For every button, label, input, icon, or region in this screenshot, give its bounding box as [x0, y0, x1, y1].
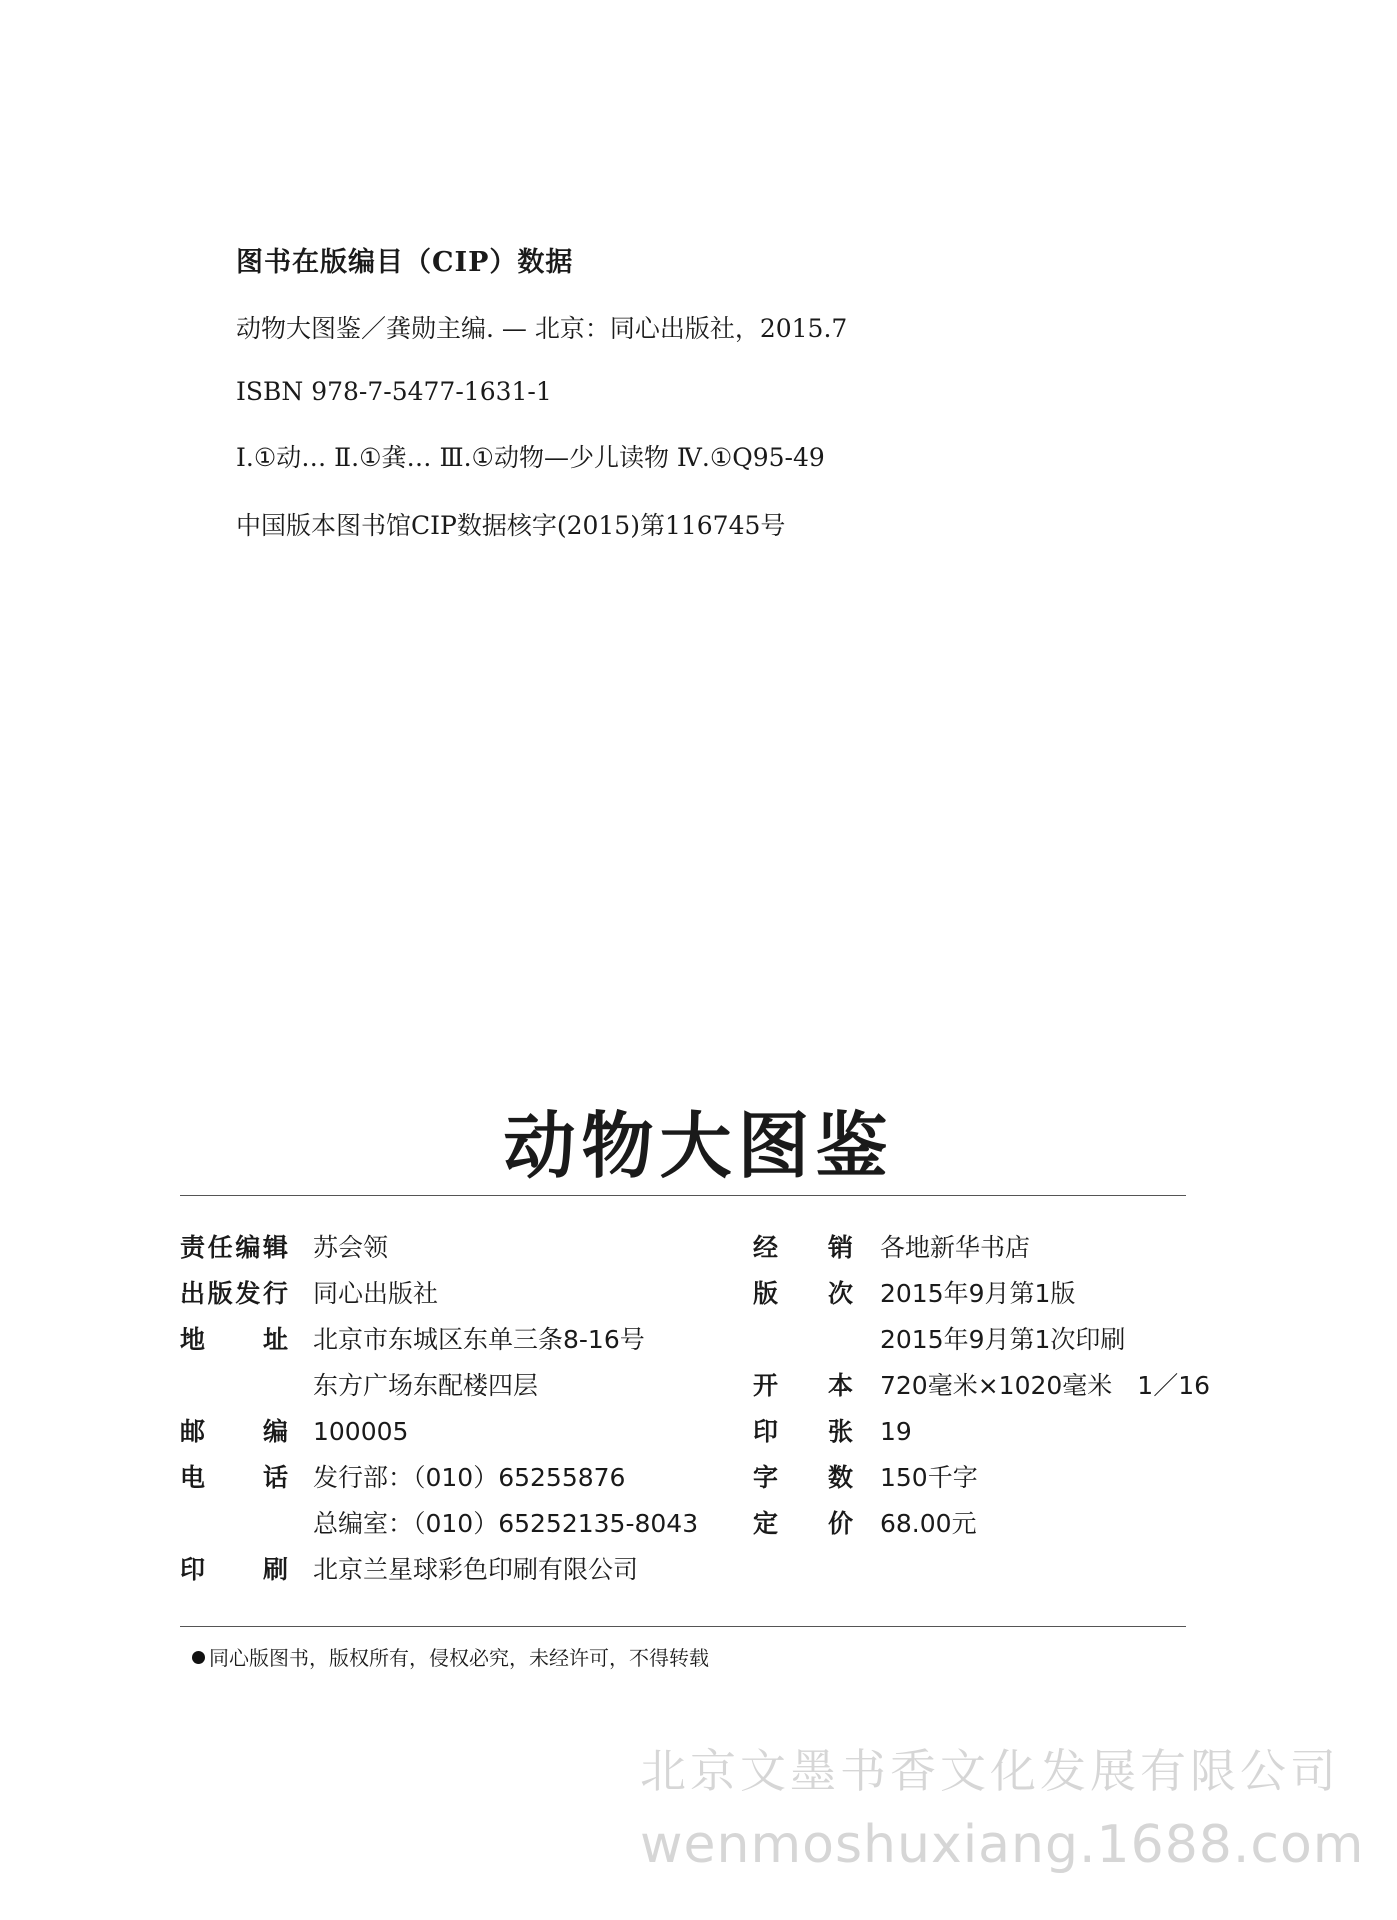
info-value: 北京市东城区东单三条8-16号	[313, 1325, 645, 1354]
divider-bottom	[180, 1626, 1186, 1627]
cip-block	[236, 240, 847, 574]
info-label-char: 话	[262, 1463, 288, 1492]
cip-title: 图书在版编目（CIP）数据	[236, 247, 574, 278]
info-label-char: 经	[753, 1233, 779, 1262]
info-row-right	[0, 1412, 1397, 1452]
divider-top	[180, 1195, 1186, 1196]
info-row-right	[0, 1366, 1397, 1406]
watermark-url: wenmoshuxiang.1688.com	[640, 1815, 1365, 1875]
cip-line-classification: Ⅰ.①动… Ⅱ.①龚… Ⅲ.①动物—少儿读物 Ⅳ.①Q95-49	[236, 443, 825, 472]
info-label-char: 编	[262, 1417, 288, 1446]
info-label-char: 价	[827, 1509, 853, 1538]
info-value: 苏会领	[313, 1233, 389, 1262]
info-label-char: 编	[235, 1233, 261, 1262]
info-value: 2015年9月第1版	[880, 1279, 1076, 1308]
info-label-char: 次	[827, 1279, 853, 1308]
info-value: 2015年9月第1次印刷	[880, 1325, 1126, 1354]
cip-line-record-number: 中国版本图书馆CIP数据核字(2015)第116745号	[236, 511, 786, 540]
info-value: 各地新华书店	[880, 1233, 1031, 1262]
bullet-icon	[192, 1651, 205, 1664]
info-label-char: 责	[180, 1233, 206, 1262]
info-label-char: 发	[235, 1279, 261, 1308]
info-label-char: 刷	[262, 1555, 288, 1584]
info-label-char: 字	[753, 1463, 779, 1492]
info-value: 720毫米×1020毫米 1／16	[880, 1371, 1211, 1400]
copyright-notice	[192, 1642, 709, 1671]
info-row-right	[0, 1504, 1397, 1544]
info-label	[753, 1228, 853, 1268]
info-label-char: 张	[827, 1417, 853, 1446]
info-label-char: 任	[207, 1233, 233, 1262]
info-value: 68.00元	[880, 1509, 977, 1538]
info-label	[753, 1458, 853, 1498]
info-label-char: 印	[753, 1417, 779, 1446]
cip-line-bibliographic: 动物大图鉴／龚勋主编. — 北京：同心出版社，2015.7	[236, 314, 848, 343]
info-value: 发行部：（010）65255876	[313, 1463, 626, 1492]
info-value: 北京兰星球彩色印刷有限公司	[313, 1555, 639, 1584]
info-label	[753, 1274, 853, 1314]
info-label-char: 开	[753, 1371, 779, 1400]
info-label-char: 版	[207, 1279, 233, 1308]
info-label	[180, 1550, 288, 1590]
info-value: 19	[880, 1417, 912, 1446]
info-label-char: 印	[180, 1555, 206, 1584]
info-row-left	[0, 1550, 1397, 1590]
info-value: 100005	[313, 1417, 409, 1446]
info-row-right	[0, 1458, 1397, 1498]
cip-line-isbn: ISBN 978-7-5477-1631-1	[236, 377, 552, 406]
info-label	[753, 1366, 853, 1406]
info-value: 150千字	[880, 1463, 978, 1492]
info-label-char: 销	[827, 1233, 853, 1262]
info-label	[753, 1320, 853, 1360]
info-label-char: 辑	[262, 1233, 288, 1262]
info-label-char: 地	[180, 1325, 206, 1354]
info-label-char: 出	[180, 1279, 206, 1308]
info-row-right	[0, 1274, 1397, 1314]
watermark-company: 北京文墨书香文化发展有限公司	[640, 1744, 1340, 1798]
info-label-char: 数	[827, 1463, 853, 1492]
info-label	[753, 1504, 853, 1544]
info-row-right	[0, 1228, 1397, 1268]
info-row-right	[0, 1320, 1397, 1360]
info-label-char: 电	[180, 1463, 206, 1492]
info-label-char: 版	[753, 1279, 779, 1308]
info-value: 同心出版社	[313, 1279, 439, 1308]
copyright-notice-text: 同心版图书，版权所有，侵权必究，未经许可，不得转载	[209, 1646, 709, 1670]
book-title: 动物大图鉴	[503, 1103, 894, 1188]
info-value: 东方广场东配楼四层	[313, 1371, 539, 1400]
info-label-char: 行	[262, 1279, 288, 1308]
info-label-char: 邮	[180, 1417, 206, 1446]
info-label-char: 本	[827, 1371, 853, 1400]
info-label	[753, 1412, 853, 1452]
info-value: 总编室：（010）65252135-8043	[313, 1509, 699, 1538]
info-label-char: 址	[262, 1325, 288, 1354]
info-label-char: 定	[753, 1509, 779, 1538]
